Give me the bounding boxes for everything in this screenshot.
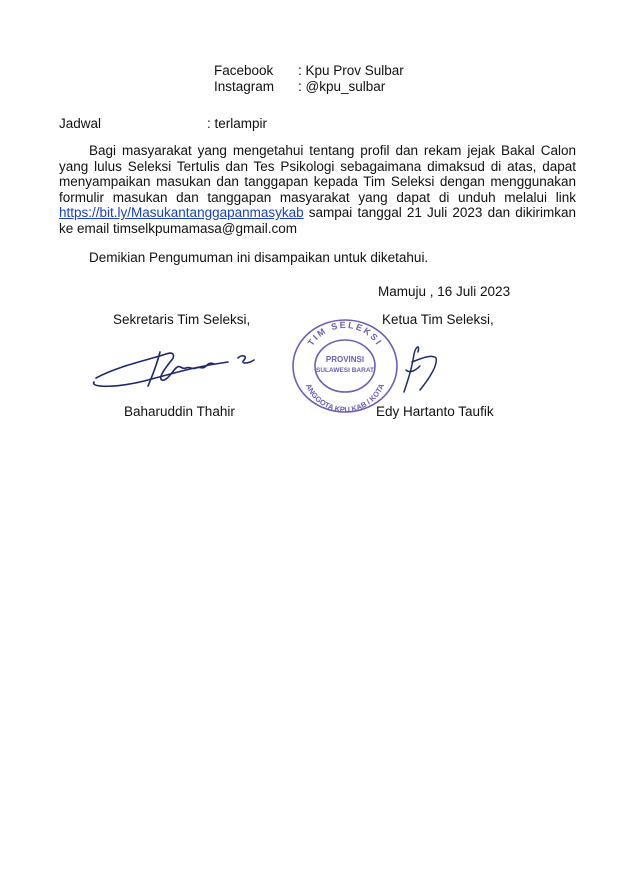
facebook-label: Facebook <box>214 63 274 78</box>
stamp-center-line1: PROVINSI <box>325 355 365 364</box>
official-stamp <box>289 316 401 416</box>
facebook-value: : Kpu Prov Sulbar <box>298 63 404 78</box>
paragraph-start: Bagi masyarakat yang mengetahui tentang profil dan rekam jejak Bakal Calon yang lulus Seleksi Tertulis dan Tes Psikologi sebagaimana dimaksud di atas, dapat menyampaikan masukan dan tanggapan kepada Tim Seleksi dengan menggunakan formulir masukan dan tanggapan masyarakat yang dapat di unduh melalui link <box>59 143 576 205</box>
svg-text:TIM SELEKSI <box>306 320 385 348</box>
feedback-form-link[interactable]: https://bit.ly/Masukantanggapanmasykab <box>59 205 304 220</box>
chairman-signature <box>398 340 440 398</box>
secretary-signature <box>88 342 258 392</box>
chairman-title: Ketua Tim Seleksi, <box>382 312 494 327</box>
schedule-label: Jadwal <box>59 116 102 131</box>
svg-text:ANGGOTA KPU KAB / KOTA <box>304 382 386 414</box>
facebook-row <box>214 63 404 79</box>
secretary-name: Baharuddin Thahir <box>124 404 235 419</box>
paragraph-end: sampai tanggal 21 Juli 2023 dan dikirimkan ke email timselkpumamasa@gmail.com <box>59 205 576 236</box>
chairman-name: Edy Hartanto Taufik <box>376 404 494 419</box>
instagram-row <box>214 79 404 95</box>
schedule-row <box>59 116 267 131</box>
social-media-block <box>214 63 404 95</box>
place-date: Mamuju , 16 Juli 2023 <box>378 284 511 299</box>
secretary-title: Sekretaris Tim Seleksi, <box>113 312 251 327</box>
schedule-value: : terlampir <box>207 116 268 131</box>
instagram-label: Instagram <box>214 79 275 94</box>
stamp-bottom-text: ANGGOTA KPU KAB / KOTA <box>303 382 387 415</box>
instagram-value: : @kpu_sulbar <box>298 79 386 94</box>
stamp-top-text: TIM SELEKSI <box>305 319 385 348</box>
body-paragraph <box>59 143 576 236</box>
stamp-center-line2: SULAWESI BARAT <box>315 367 375 374</box>
closing-sentence: Demikian Pengumuman ini disampaikan untuk diketahui. <box>89 250 429 265</box>
